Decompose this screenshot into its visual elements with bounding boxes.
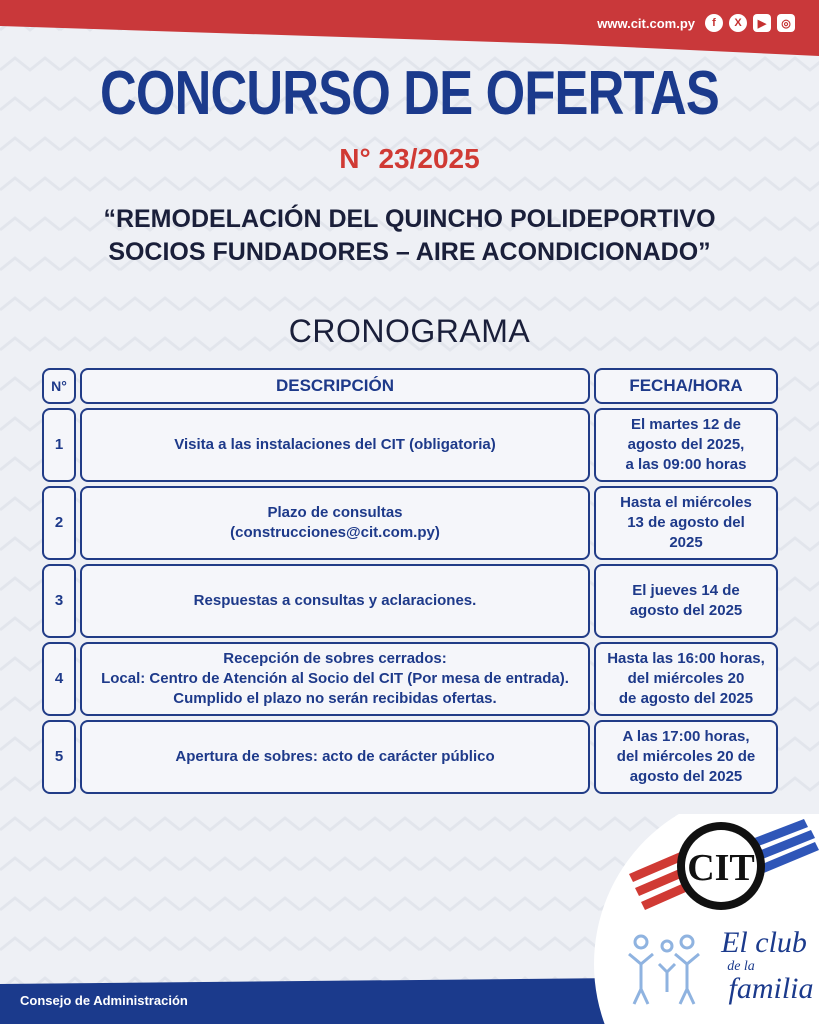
- contest-number: N° 23/2025: [339, 143, 480, 174]
- date-line: A las 17:00 horas,: [622, 728, 750, 745]
- website-url[interactable]: www.cit.com.py: [597, 15, 695, 31]
- top-links: [597, 14, 795, 32]
- subtitle-line: “REMODELACIÓN DEL QUINCHO POLIDEPORTIVO: [103, 205, 716, 233]
- logo-monogram: CIT: [687, 847, 755, 889]
- date-line: El martes 12 de: [630, 416, 742, 433]
- table-header: [42, 368, 778, 404]
- project-subtitle: [0, 203, 819, 269]
- row-date: [594, 408, 778, 482]
- description-line: (construcciones@cit.com.py): [230, 524, 440, 541]
- row-description: [80, 408, 590, 482]
- header-date: FECHA/HORA: [594, 368, 778, 404]
- row-description: [80, 486, 590, 560]
- date-line: 13 de agosto del: [627, 514, 745, 531]
- footer-credit: Consejo de Administración: [20, 993, 188, 1008]
- club-logo: [579, 814, 819, 1024]
- table-row: [42, 408, 778, 482]
- description-line: Apertura de sobres: acto de carácter público: [175, 748, 495, 765]
- table-row: [42, 564, 778, 638]
- date-line: del miércoles 20 de: [616, 748, 756, 765]
- row-number: 3: [42, 564, 76, 638]
- row-description: [80, 642, 590, 716]
- date-line: El jueves 14 de: [632, 582, 740, 599]
- slogan-line: familia: [728, 972, 814, 1005]
- row-number: 4: [42, 642, 76, 716]
- date-line: 2025: [669, 534, 703, 551]
- description-line: Local: Centro de Atención al Socio del CIT (Por mesa de entrada).: [101, 670, 569, 687]
- row-number: 1: [42, 408, 76, 482]
- facebook-icon[interactable]: f: [705, 14, 723, 32]
- table-row: [42, 720, 778, 794]
- header-description: DESCRIPCIÓN: [80, 368, 590, 404]
- slogan-line: El club: [721, 926, 807, 959]
- description-line: Recepción de sobres cerrados:: [223, 650, 447, 667]
- date-line: Hasta las 16:00 horas,: [607, 650, 765, 667]
- x-icon[interactable]: X: [729, 14, 747, 32]
- row-date: [594, 720, 778, 794]
- description-line: Respuestas a consultas y aclaraciones.: [193, 592, 477, 609]
- row-date: [594, 642, 778, 716]
- row-date: [594, 486, 778, 560]
- date-line: del miércoles 20: [627, 670, 745, 687]
- date-line: Hasta el miércoles: [620, 494, 752, 511]
- row-number: 2: [42, 486, 76, 560]
- date-line: agosto del 2025: [629, 768, 743, 785]
- schedule-title: CRONOGRAMA: [288, 313, 531, 349]
- page-title: CONCURSO DE OFERTAS: [99, 59, 719, 128]
- row-number: 5: [42, 720, 76, 794]
- table-row: [42, 642, 778, 716]
- description-line: Visita a las instalaciones del CIT (obligatoria): [174, 436, 496, 453]
- description-line: Plazo de consultas: [267, 504, 403, 521]
- date-line: de agosto del 2025: [618, 690, 754, 707]
- description-line: Cumplido el plazo no serán recibidas ofertas.: [173, 690, 497, 707]
- slogan-line: de la: [727, 959, 755, 974]
- date-line: agosto del 2025,: [627, 436, 745, 453]
- row-description: [80, 564, 590, 638]
- subtitle-line: SOCIOS FUNDADORES – AIRE ACONDICIONADO”: [108, 238, 711, 266]
- row-description: [80, 720, 590, 794]
- date-line: a las 09:00 horas: [625, 456, 747, 473]
- youtube-icon[interactable]: ▶: [753, 14, 771, 32]
- table-row: [42, 486, 778, 560]
- date-line: agosto del 2025: [629, 602, 743, 619]
- schedule-table: [42, 368, 778, 798]
- row-date: [594, 564, 778, 638]
- header-number: N°: [42, 368, 76, 404]
- instagram-icon[interactable]: ◎: [777, 14, 795, 32]
